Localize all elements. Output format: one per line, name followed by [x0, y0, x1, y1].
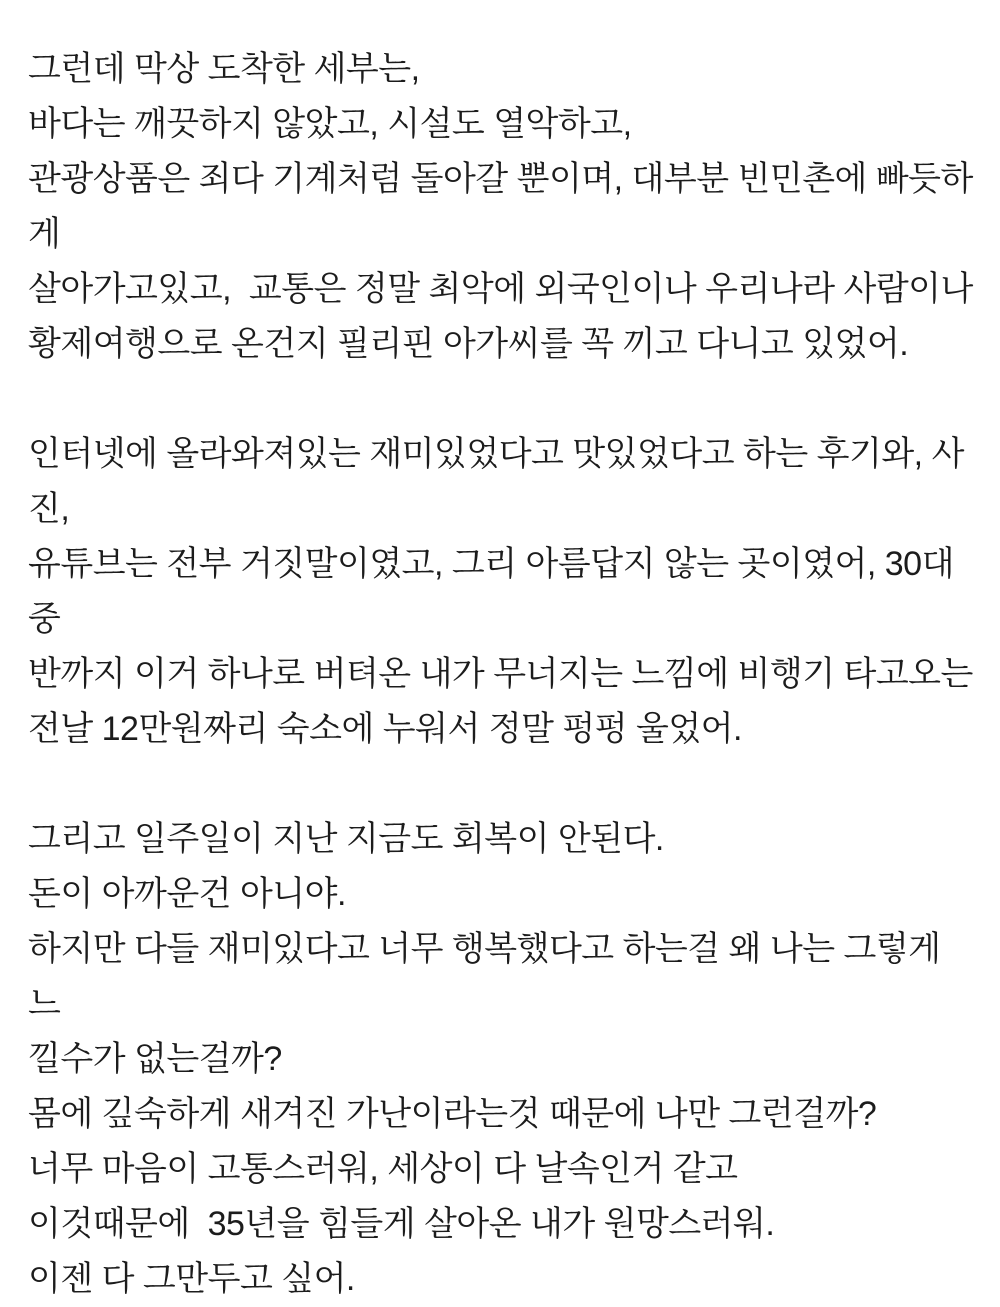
text-line: 유튜브는 전부 거짓말이였고, 그리 아름답지 않는 곳이였어, 30대 중 — [28, 545, 963, 638]
text-line: 반까지 이거 하나로 버텨온 내가 무너지는 느낌에 비행기 타고오는 — [28, 655, 973, 693]
text-line: 전날 12만원짜리 숙소에 누워서 정말 펑펑 울었어. — [28, 710, 742, 748]
paragraph-3 — [28, 812, 980, 1307]
text-line: 돈이 아까운건 아니야. — [28, 875, 346, 913]
text-line: 그런데 막상 도착한 세부는, — [28, 50, 420, 88]
text-line: 낄수가 없는걸까? — [28, 1040, 282, 1078]
text-line: 몸에 깊숙하게 새겨진 가난이라는것 때문에 나만 그런걸까? — [28, 1095, 877, 1133]
text-line: 바다는 깨끗하지 않았고, 시설도 열악하고, — [28, 105, 632, 143]
text-line: 그리고 일주일이 지난 지금도 회복이 안된다. — [28, 820, 664, 858]
paragraph-2 — [28, 427, 980, 757]
paragraph-1 — [28, 42, 980, 372]
text-line: 인터넷에 올라와져있는 재미있었다고 맛있었다고 하는 후기와, 사진, — [28, 435, 964, 528]
text-line: 너무 마음이 고통스러워, 세상이 다 날속인거 같고 — [28, 1150, 738, 1188]
text-line: 이것때문에 35년을 힘들게 살아온 내가 원망스러워. — [28, 1205, 775, 1243]
text-line: 살아가고있고, 교통은 정말 최악에 외국인이나 우리나라 사람이나 — [28, 270, 973, 308]
text-line: 관광상품은 죄다 기계처럼 돌아갈 뿐이며, 대부분 빈민촌에 빠듯하게 — [28, 160, 973, 253]
text-line: 이젠 다 그만두고 싶어. — [28, 1260, 355, 1298]
text-line: 황제여행으로 온건지 필리핀 아가씨를 꼭 끼고 다니고 있었어. — [28, 325, 909, 363]
text-line: 하지만 다들 재미있다고 너무 행복했다고 하는걸 왜 나는 그렇게 느 — [28, 930, 950, 1023]
